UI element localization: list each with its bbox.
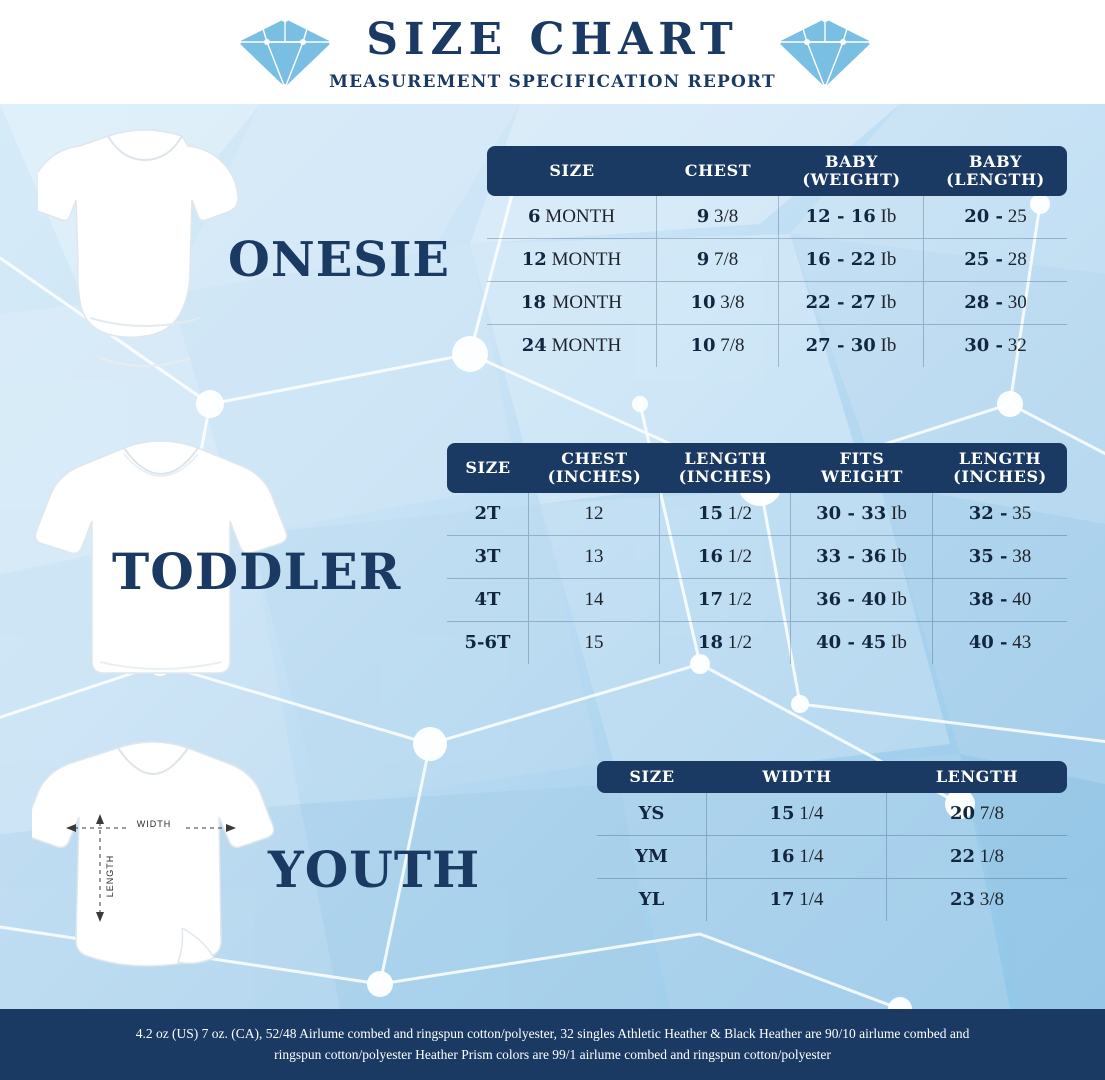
column-header-baby-weight: BABY (WEIGHT) <box>779 146 924 196</box>
table-row <box>597 836 1067 879</box>
cell-chest: 9 7/8 <box>657 239 779 282</box>
cell-length: 23 3/8 <box>949 888 1005 910</box>
column-header-fits-weight: FITS WEIGHT <box>791 443 933 493</box>
cell-length-2: 38 - 40 <box>933 579 1067 622</box>
column-header-chest: CHEST <box>657 146 779 196</box>
table-header-row <box>487 146 1067 196</box>
column-header-size: SIZE <box>487 146 657 196</box>
table-row <box>447 579 1067 622</box>
cell-baby-length: 30 - 32 <box>964 334 1027 356</box>
cell-size: 5-6T <box>447 622 529 664</box>
measure-label-length: LENGTH <box>105 854 115 898</box>
cell-baby-weight: 16 - 22 Ib <box>779 239 924 282</box>
cell-size: 6 MONTH <box>487 196 657 239</box>
footer-line-2: ringspun cotton/polyester Heather Prism colors are 99/1 airlume combed and ringspun cotton/polyester <box>274 1046 831 1062</box>
table-row <box>447 493 1067 536</box>
column-header-width: WIDTH <box>707 761 887 793</box>
column-header-length: LENGTH <box>887 761 1067 793</box>
toddler-size-table <box>447 443 1067 664</box>
cell-baby-length: 25 - 28 <box>924 239 1067 282</box>
cell-fits-weight: 40 - 45 Ib <box>791 622 933 664</box>
cell-fits-weight: 30 - 33 Ib <box>791 493 933 536</box>
table-row <box>487 325 1067 367</box>
cell-size: YS <box>597 793 707 836</box>
cell-length-2: 40 - 43 <box>968 631 1032 653</box>
cell-chest: 12 <box>529 493 660 536</box>
cell-length: 20 7/8 <box>887 793 1067 836</box>
report-header <box>0 0 1105 104</box>
onesie-size-table <box>487 146 1067 367</box>
cell-size: 4T <box>447 579 529 622</box>
cell-baby-length: 20 - 25 <box>924 196 1067 239</box>
cell-width: 15 1/4 <box>707 793 887 836</box>
cell-fits-weight: 33 - 36 Ib <box>791 536 933 579</box>
cell-chest: 10 7/8 <box>657 325 779 367</box>
cell-length: 22 1/8 <box>887 836 1067 879</box>
cell-chest: 13 <box>529 536 660 579</box>
fabric-composition-footer <box>0 1009 1105 1080</box>
cell-size: 12 MONTH <box>487 239 657 282</box>
column-header-length-inches-2: LENGTH (INCHES) <box>933 443 1067 493</box>
cell-chest: 15 <box>529 622 660 664</box>
cell-size: 18 MONTH <box>487 282 657 325</box>
cell-length: 18 1/2 <box>660 622 791 664</box>
table-row <box>447 536 1067 579</box>
cell-length: 16 1/2 <box>660 536 791 579</box>
cell-baby-weight: 27 - 30 Ib <box>779 325 924 367</box>
footer-line-1: 4.2 oz (US) 7 oz. (CA), 52/48 Airlume combed and ringspun cotton/polyester, 32 singles Athletic Heather & Black Heather are 90/10 airlume combed and <box>135 1025 970 1041</box>
section-label-onesie: ONESIE <box>228 232 450 288</box>
cell-chest: 14 <box>529 579 660 622</box>
cell-chest: 9 3/8 <box>657 196 779 239</box>
cell-width: 17 1/4 <box>707 879 887 921</box>
column-header-size: SIZE <box>447 443 529 493</box>
cell-size: YL <box>597 879 707 921</box>
cell-baby-weight: 22 - 27 Ib <box>779 282 924 325</box>
table-row <box>487 239 1067 282</box>
page-title: SIZE CHART <box>366 14 739 65</box>
youth-tshirt-illustration-with-measure-arrows <box>32 736 287 981</box>
cell-baby-length: 28 - 30 <box>924 282 1067 325</box>
cell-baby-weight: 12 - 16 Ib <box>779 196 924 239</box>
column-header-size: SIZE <box>597 761 707 793</box>
cell-size: 3T <box>447 536 529 579</box>
cell-size: 24 MONTH <box>487 325 657 367</box>
cell-length-2: 32 - 35 <box>933 493 1067 536</box>
column-header-chest-inches: CHEST (INCHES) <box>529 443 660 493</box>
cell-length: 15 1/2 <box>660 493 791 536</box>
baby-onesie-illustration <box>38 122 253 387</box>
column-header-baby-length: BABY (LENGTH) <box>924 146 1067 196</box>
table-row <box>597 879 1067 921</box>
column-header-length-inches: LENGTH (INCHES) <box>660 443 791 493</box>
table-row <box>447 622 1067 664</box>
section-label-toddler: TODDLER <box>112 542 402 601</box>
table-row <box>487 282 1067 325</box>
table-row <box>597 793 1067 836</box>
table-header-row <box>597 761 1067 793</box>
measure-label-width: WIDTH <box>136 819 172 829</box>
cell-size: YM <box>597 836 707 879</box>
table-row <box>487 196 1067 239</box>
section-label-youth: YOUTH <box>268 840 481 899</box>
youth-size-table <box>597 761 1067 921</box>
cell-width: 16 1/4 <box>707 836 887 879</box>
cell-fits-weight: 36 - 40 Ib <box>791 579 933 622</box>
cell-length-2: 35 - 38 <box>933 536 1067 579</box>
page-subtitle: MEASUREMENT SPECIFICATION REPORT <box>329 72 776 92</box>
table-header-row <box>447 443 1067 493</box>
cell-length: 17 1/2 <box>660 579 791 622</box>
cell-size: 2T <box>447 493 529 536</box>
cell-chest: 10 3/8 <box>657 282 779 325</box>
